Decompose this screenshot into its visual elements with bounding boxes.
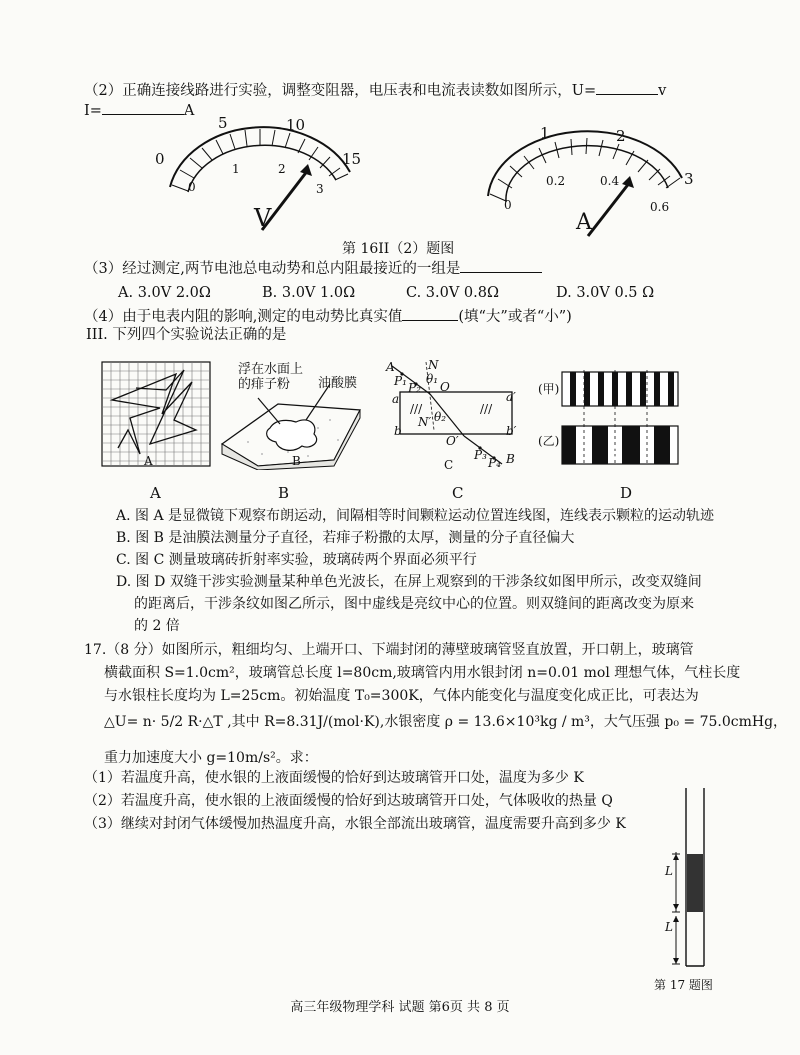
figure-c-label-p4: P₄ — [488, 456, 501, 470]
figure-c-label-n-prime: N′ — [418, 415, 432, 429]
figure-d-fringes — [560, 370, 680, 468]
figure-c-label-a-edge: a — [392, 392, 400, 406]
figure-letter-d: D — [620, 484, 633, 502]
q16-part3: （3）经过测定,两节电池总电动势和总内阻最接近的一组是 — [84, 258, 542, 279]
figure-d-label-yi: (乙) — [538, 434, 560, 448]
voltmeter-letter: V — [254, 204, 272, 232]
q16-III-option-b: B. 图 B 是油膜法测量分子直径，若痱子粉撒的太厚，测量的分子直径偏大 — [116, 530, 575, 546]
figure-letter-c: C — [452, 484, 464, 502]
figure-c-label-o: O — [440, 380, 450, 394]
ammeter-tick-1: 1 — [540, 124, 550, 142]
voltmeter-zero-top: 0 — [155, 150, 165, 168]
figure-c-label-p2: P₂ — [408, 381, 421, 395]
q16-part2-line1: （2）正确连接线路进行实验，调整变阻器，电压表和电流表读数如图所示，U= v — [84, 80, 666, 101]
figure-c-inner-label: C — [444, 458, 454, 472]
ammeter-tick-0.2: 0.2 — [546, 174, 566, 188]
q16-part2-line2: I= A — [84, 100, 194, 121]
figure-c-hatch-right: /// — [480, 402, 493, 416]
q17-line3: 与水银柱长度均为 L=25cm。初始温度 T₀=300K，气体内能变化与温度变化成正比，可表达为 — [104, 688, 699, 704]
figure-b-label-oil: 油酸膜 — [318, 376, 358, 391]
q16-part4: （4）由于电表内阻的影响,测定的电动势比真实值 (填“大”或者“小”) — [84, 306, 572, 327]
q16-part3-option-a: A. 3.0V 2.0Ω — [118, 285, 211, 301]
q16-III-option-d-cont1: 的距离后，干涉条纹如图乙所示，图中虚线是亮纹中心的位置。则双缝间的距离改变为原来 — [134, 596, 694, 612]
q17-line1: 17.（8 分）如图所示，粗细均匀、上端开口、下端封闭的薄壁玻璃管竖直放置，开口朝上，玻璃管 — [84, 642, 694, 658]
ammeter-tick-0: 0 — [504, 198, 512, 212]
figure-c-label-a-prime: a′ — [506, 390, 516, 404]
figure-c-label-p3: P₃ — [474, 448, 487, 462]
figure-c-label-b: B — [506, 452, 515, 466]
q16-III-option-a: A. 图 A 是显微镜下观察布朗运动，间隔相等时间颗粒运动位置连线图，连线表示颗粒的运动轨迹 — [116, 508, 715, 524]
q17-tube-figure — [660, 784, 720, 974]
q16-part3-option-d: D. 3.0V 0.5 Ω — [556, 285, 655, 301]
q16-III-option-d-cont2: 的 2 倍 — [134, 618, 180, 634]
figure-c-label-theta1: θ₁ — [426, 372, 439, 386]
figure-d-inner-label: D — [610, 446, 620, 460]
q17-sub2: （2）若温度升高，使水银的上液面缓慢的恰好到达玻璃管开口处，气体吸收的热量 Q — [84, 793, 613, 809]
q16-part3-option-b: B. 3.0V 1.0Ω — [262, 285, 356, 301]
q16-figure-caption: 第 16II（2）题图 — [342, 241, 455, 257]
figure-b-label-powder2: 的痱子粉 — [238, 377, 291, 392]
figure-c-hatch-left: /// — [410, 402, 423, 416]
ammeter-tick-0.4: 0.4 — [600, 174, 620, 188]
q16-part3-option-c: C. 3.0V 0.8Ω — [406, 285, 500, 301]
figure-c-label-a: A — [386, 360, 395, 374]
figure-c-label-p1: P₁ — [394, 374, 407, 388]
figure-b-label-powder1: 浮在水面上 — [238, 362, 304, 377]
ammeter-tick-0.6: 0.6 — [650, 200, 670, 214]
figure-letter-b: B — [278, 484, 290, 502]
figure-letter-a: A — [150, 484, 161, 502]
voltmeter-tick-3: 3 — [316, 182, 324, 196]
q17-figure-caption: 第 17 题图 — [654, 978, 713, 992]
ammeter-tick-3: 3 — [684, 170, 694, 188]
figure-a-brownian — [100, 360, 212, 468]
q16-III-option-c: C. 图 C 测量玻璃砖折射率实验，玻璃砖两个界面必须平行 — [116, 552, 477, 568]
figure-c-label-theta2: θ₂ — [434, 410, 447, 424]
ammeter-letter: A — [576, 210, 592, 235]
page-footer: 高三年级物理学科 试题 第6页 共 8 页 — [290, 1000, 510, 1015]
q16-III-option-d: D. 图 D 双缝干涉实验测量某种单色光波长，在屏上观察到的干涉条纹如图甲所示，改变双缝间 — [116, 574, 702, 590]
q17-line4: △U= n· 5/2 R·△T ,其中 R=8.31J/(mol·K),水银密度 ρ = 13.6×10³kg / m³，大气压强 p₀ = 75.0cmHg， — [104, 714, 788, 730]
q17-sub3: （3）继续对封闭气体缓慢加热温度升高，水银全部流出玻璃管，温度需要升高到多少 K — [84, 816, 626, 832]
figure-b-inner-label: B — [292, 454, 301, 468]
voltmeter-tick-15: 15 — [342, 150, 362, 168]
figure-c-label-n: N — [428, 358, 439, 372]
voltmeter-tick-1: 1 — [232, 162, 240, 176]
figure-a-inner-label: A — [144, 454, 153, 468]
voltmeter-tick-2: 2 — [278, 162, 286, 176]
ammeter-tick-2: 2 — [616, 127, 626, 145]
voltmeter-tick-0: 0 — [188, 180, 196, 194]
figure-c-label-b-edge: b — [394, 424, 402, 438]
q16-III-heading: III. 下列四个实验说法正确的是 — [86, 327, 287, 343]
q17-line5: 重力加速度大小 g=10m/s²。求： — [104, 750, 318, 766]
q17-figure-label-l1: L — [665, 864, 673, 878]
figure-d-label-jia: (甲) — [538, 382, 560, 396]
q17-figure-label-l2: L — [665, 920, 673, 934]
figure-c-label-o-prime: O′ — [446, 434, 459, 448]
q17-sub1: （1）若温度升高，使水银的上液面缓慢的恰好到达玻璃管开口处，温度为多少 K — [84, 770, 584, 786]
figure-c-label-b-prime: b′ — [506, 424, 517, 438]
voltmeter-tick-5: 5 — [218, 114, 228, 132]
voltmeter-tick-10: 10 — [286, 116, 306, 134]
q17-line2: 横截面积 S=1.0cm²，玻璃管总长度 l=80cm,玻璃管内用水银封闭 n=0.01 mol 理想气体，气柱长度 — [104, 665, 741, 681]
